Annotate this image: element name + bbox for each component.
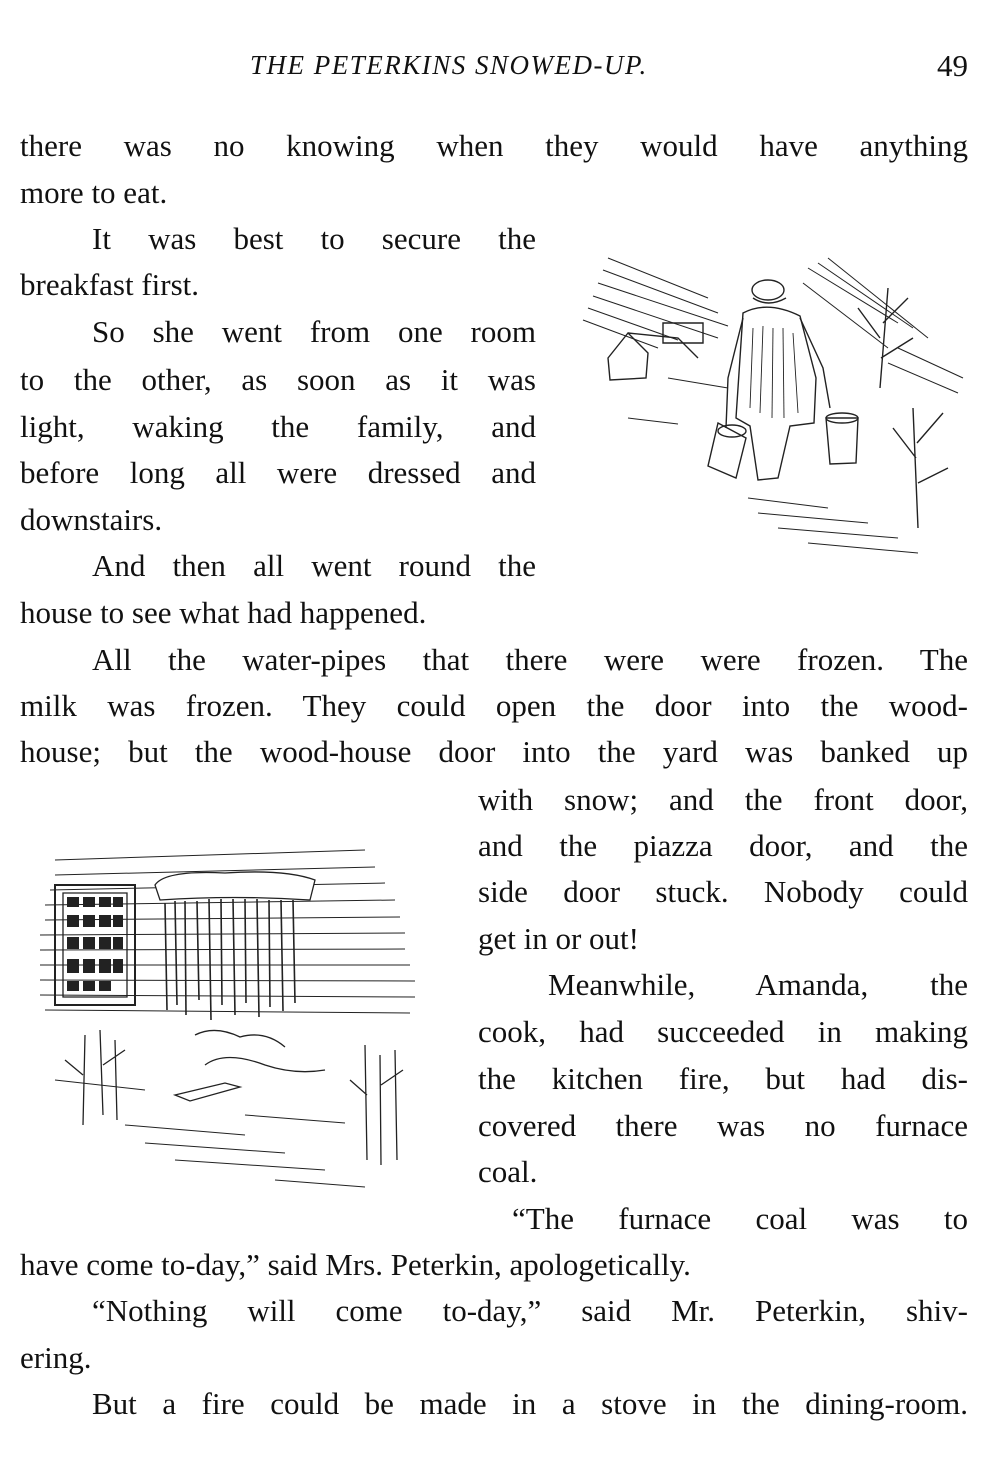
text-line: “Nothing will come to-day,” said Mr. Peterkin, shiv- <box>92 1293 968 1328</box>
text-line: to the other, as soon as it was <box>20 362 536 397</box>
page-number: 49 <box>937 48 968 83</box>
text-line: house; but the wood-house door into the yard was banked up <box>20 734 968 769</box>
text-line: Meanwhile, Amanda, the <box>548 967 968 1002</box>
text-line: breakfast first. <box>20 267 200 302</box>
text-line: with snow; and the front door, <box>478 782 968 817</box>
text-line: side door stuck. Nobody could <box>478 874 968 909</box>
text-line: covered there was no furnace <box>478 1108 968 1143</box>
text-line: there was no knowing when they would have anything <box>20 128 968 163</box>
text-line: and the piazza door, and the <box>478 828 968 863</box>
running-head <box>0 46 1000 90</box>
text-line: “The furnace coal was to <box>512 1201 968 1236</box>
text-line: have come to-day,” said Mrs. Peterkin, apologetically. <box>20 1247 691 1282</box>
text-line: downstairs. <box>20 502 163 537</box>
text-line: ering. <box>20 1340 92 1375</box>
text-line: house to see what had happened. <box>20 595 427 630</box>
man-carrying-pails-illustration <box>568 228 973 573</box>
text-line: before long all were dressed and <box>20 455 536 490</box>
text-line: But a fire could be made in a stove in the dining-room. <box>92 1386 968 1421</box>
text-line: So she went from one room <box>92 314 536 349</box>
running-title: THE PETERKINS SNOWED-UP. <box>250 50 648 80</box>
text-line: It was best to secure the <box>92 221 536 256</box>
text-line: milk was frozen. They could open the door into the wood- <box>20 688 968 723</box>
text-line: All the water-pipes that there were were frozen. The <box>92 642 968 677</box>
text-line: light, waking the family, and <box>20 409 536 444</box>
text-line: get in or out! <box>478 921 639 956</box>
text-line: cook, had succeeded in making <box>478 1014 968 1049</box>
text-line: more to eat. <box>20 175 168 210</box>
text-line: the kitchen fire, but had dis- <box>478 1061 968 1096</box>
text-line: And then all went round the <box>92 548 536 583</box>
snowbound-house-illustration <box>25 825 445 1200</box>
text-line: coal. <box>478 1154 538 1189</box>
